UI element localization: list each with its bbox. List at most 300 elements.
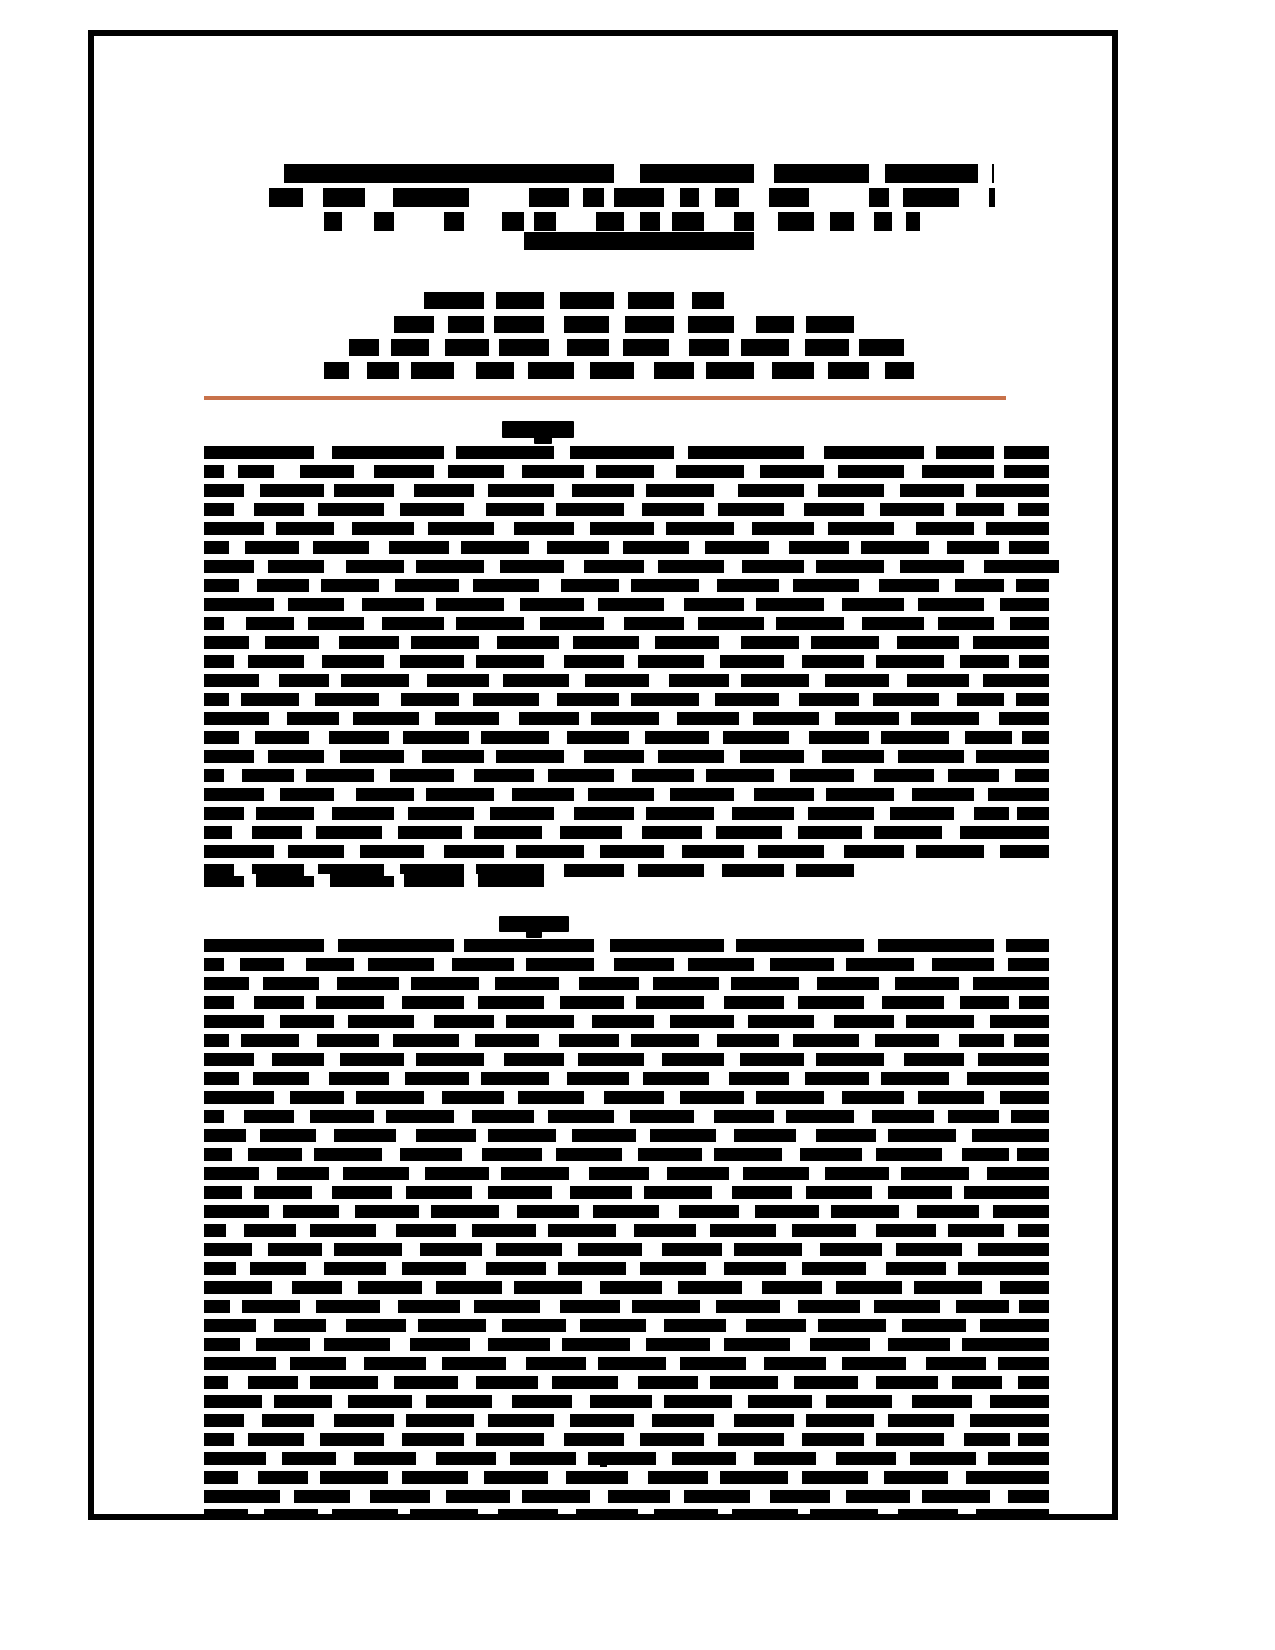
redaction-gap (624, 501, 642, 518)
body-line (204, 826, 1049, 839)
redaction-gap (529, 539, 547, 556)
redaction-gap (674, 956, 688, 973)
redaction-gap (464, 653, 476, 670)
redaction-gap (504, 843, 516, 860)
body-line (204, 617, 1049, 630)
redaction-gap (849, 539, 861, 556)
redaction-gap (744, 1089, 756, 1106)
redaction-gap (559, 634, 573, 651)
redaction-gap (546, 1260, 558, 1277)
redaction-gap (924, 615, 938, 632)
redaction-gap (236, 1260, 250, 1277)
redaction-gap (869, 729, 881, 746)
redaction-gap (422, 1279, 436, 1296)
redaction-gap (716, 1127, 734, 1144)
redaction-gap (430, 1488, 446, 1505)
redaction-gap (619, 1032, 631, 1049)
redaction-gap (434, 463, 448, 480)
title-line-1 (284, 164, 994, 183)
redaction-gap (380, 1298, 398, 1315)
redaction-gap (934, 1108, 948, 1125)
redaction-gap (549, 337, 567, 358)
redaction-gap (884, 558, 900, 575)
subtitle-line-4 (324, 362, 914, 379)
body-line (204, 1243, 1049, 1256)
redaction-gap (552, 1184, 570, 1201)
redaction-gap (894, 1013, 906, 1030)
redaction-gap (974, 1013, 990, 1030)
redaction-gap (802, 1241, 820, 1258)
redaction-gap (584, 843, 600, 860)
redaction-gap (534, 767, 548, 784)
body-line (204, 1414, 1049, 1427)
redaction-gap (902, 1279, 914, 1296)
redaction-gap (778, 1374, 794, 1391)
redaction-gap (249, 634, 265, 651)
redaction-gap (284, 956, 306, 973)
redaction-gap (734, 1013, 748, 1030)
body-line (204, 1167, 1049, 1180)
redaction-gap (574, 520, 590, 537)
redaction-gap (539, 577, 561, 594)
redaction-gap (614, 290, 628, 311)
redaction-gap (379, 577, 395, 594)
redaction-gap (700, 1298, 716, 1315)
redaction-gap (654, 1013, 670, 1030)
redaction-gap (444, 615, 456, 632)
redaction-gap (449, 539, 461, 556)
redaction-gap (624, 1431, 640, 1448)
redaction-gap (878, 1507, 898, 1520)
redaction-gap (454, 360, 476, 381)
body-line (204, 598, 1049, 611)
redaction-gap (792, 1184, 806, 1201)
redaction-gap (732, 1393, 748, 1410)
redaction-gap (694, 767, 706, 784)
redaction-gap (228, 1374, 248, 1391)
redaction-gap (239, 729, 255, 746)
redaction-gap (654, 463, 676, 480)
redaction-gap (566, 1317, 580, 1334)
redaction-gap (299, 1032, 317, 1049)
redaction-gap (274, 463, 300, 480)
body-line (204, 1319, 1049, 1332)
redaction-gap (704, 994, 724, 1011)
redaction-gap (774, 767, 790, 784)
redaction-gap (299, 539, 313, 556)
redaction-gap (574, 360, 590, 381)
redaction-gap (940, 1298, 956, 1315)
redaction-gap (454, 937, 464, 954)
redaction-gap (704, 210, 734, 233)
redaction-gap (950, 1336, 962, 1353)
redaction-gap (419, 710, 435, 727)
redaction-gap (662, 1279, 678, 1296)
redaction-gap (434, 314, 448, 335)
redaction-gap (554, 482, 572, 499)
redaction-gap (644, 558, 658, 575)
redaction-gap (564, 558, 584, 575)
redaction-gap (804, 558, 816, 575)
redaction-gap (318, 1507, 332, 1520)
redaction-gap (254, 1051, 272, 1068)
redaction-gap (734, 314, 756, 335)
redaction-gap (462, 824, 474, 841)
redaction-gap (276, 1355, 290, 1372)
redaction-gap (470, 1336, 488, 1353)
redaction-gap (386, 1260, 402, 1277)
redaction-gap (378, 1374, 394, 1391)
redaction-gap (984, 596, 1000, 613)
redaction-gap (904, 843, 916, 860)
redaction-gap (334, 1013, 348, 1030)
redaction-gap (414, 520, 428, 537)
redaction-gap (942, 1146, 962, 1163)
redaction-gap (696, 1222, 710, 1239)
redaction-gap (394, 805, 408, 822)
redaction-gap (459, 577, 473, 594)
redaction-gap (319, 975, 337, 992)
redaction-gap (326, 1317, 346, 1334)
redaction-gap (319, 634, 339, 651)
redaction-gap (542, 1146, 556, 1163)
redaction-gap (854, 767, 874, 784)
redaction-gap (554, 444, 570, 461)
redaction-gap (524, 615, 540, 632)
redaction-gap (824, 843, 844, 860)
redaction-gap (710, 1336, 724, 1353)
body-line (204, 693, 1049, 706)
redaction-gap (492, 1393, 512, 1410)
redaction-gap (242, 1184, 254, 1201)
redaction-gap (280, 1488, 294, 1505)
redaction-gap (914, 956, 932, 973)
redaction-gap (379, 337, 391, 358)
redaction-gap (864, 994, 882, 1011)
redaction-gap (784, 653, 802, 670)
redaction-gap (464, 874, 478, 889)
body-line (204, 996, 1049, 1009)
redaction-gap (796, 1127, 816, 1144)
redaction-gap (298, 1374, 310, 1391)
redaction-gap (744, 596, 756, 613)
redaction-gap (322, 1241, 334, 1258)
redaction-gap (644, 748, 658, 765)
redaction-gap (866, 1260, 886, 1277)
redaction-gap (814, 1013, 834, 1030)
redaction-gap (904, 596, 918, 613)
redaction-gap (769, 539, 789, 556)
redaction-gap (1009, 805, 1017, 822)
redaction-gap (248, 1507, 264, 1520)
redaction-gap (584, 596, 598, 613)
redaction-gap (779, 691, 799, 708)
redaction-gap (739, 1203, 755, 1220)
redaction-gap (669, 337, 689, 358)
redaction-gap (782, 824, 798, 841)
redaction-gap (344, 1089, 356, 1106)
redaction-gap (269, 710, 287, 727)
redaction-gap (459, 1032, 475, 1049)
redaction-gap (894, 786, 912, 803)
redaction-gap (624, 653, 638, 670)
redaction-gap (654, 786, 670, 803)
body-line (204, 1490, 1049, 1503)
redaction-gap (819, 1203, 831, 1220)
redaction-gap (814, 520, 828, 537)
redaction-gap (396, 1127, 416, 1144)
redaction-gap (634, 1412, 652, 1429)
redaction-gap (649, 1165, 667, 1182)
redaction-gap (709, 1070, 729, 1087)
redaction-gap (342, 210, 374, 233)
redaction-gap (564, 748, 584, 765)
redaction-gap (259, 1165, 277, 1182)
redaction-gap (780, 1298, 798, 1315)
redaction-gap (622, 1146, 638, 1163)
section-body-2 (204, 939, 1059, 1520)
redaction-gap (849, 337, 859, 358)
redaction-gap (964, 1051, 978, 1068)
redaction-gap (709, 729, 723, 746)
redaction-gap (224, 767, 242, 784)
redaction-gap (324, 482, 334, 499)
redaction-gap (584, 463, 596, 480)
redaction-gap (630, 1336, 646, 1353)
redaction-gap (444, 444, 456, 461)
redaction-gap (924, 444, 936, 461)
redaction-gap (384, 501, 400, 518)
redaction-gap (670, 1488, 684, 1505)
body-line (204, 484, 1049, 497)
redaction-gap (882, 1241, 896, 1258)
redaction-gap (584, 1089, 604, 1106)
redaction-gap (559, 975, 579, 992)
redaction-gap (649, 672, 669, 689)
redaction-gap (884, 748, 898, 765)
redaction-gap (824, 1089, 842, 1106)
subtitle-line-3 (349, 339, 904, 356)
body-line (204, 1053, 1049, 1066)
redaction-gap (399, 634, 411, 651)
redaction-gap (310, 1336, 324, 1353)
redaction-gap (949, 729, 965, 746)
redaction-gap (409, 672, 427, 689)
redaction-gap (324, 748, 340, 765)
redaction-gap (230, 1298, 242, 1315)
redaction-gap (264, 786, 280, 803)
redaction-gap (478, 1507, 498, 1520)
section-heading-1-tail (534, 432, 552, 444)
redaction-gap (949, 1070, 967, 1087)
redaction-gap (804, 1051, 816, 1068)
redaction-gap (946, 1260, 958, 1277)
redaction-gap (404, 748, 422, 765)
redaction-gap (239, 577, 257, 594)
redaction-gap (502, 1279, 514, 1296)
redaction-gap (494, 520, 514, 537)
redaction-gap (484, 314, 494, 335)
redaction-gap (296, 1222, 310, 1239)
redaction-gap (629, 1070, 643, 1087)
redaction-gap (934, 767, 948, 784)
redaction-gap (859, 691, 873, 708)
redaction-gap (342, 1279, 358, 1296)
redaction-gap (394, 210, 444, 233)
redaction-gap (424, 596, 436, 613)
redaction-gap (614, 162, 640, 185)
body-line (204, 1091, 1049, 1104)
redaction-gap (702, 1146, 714, 1163)
redaction-gap (484, 1051, 504, 1068)
redaction-gap (564, 1051, 578, 1068)
redaction-gap (794, 314, 806, 335)
redaction-gap (409, 1165, 425, 1182)
redaction-gap (229, 1032, 241, 1049)
redaction-gap (744, 843, 758, 860)
redaction-gap (999, 539, 1009, 556)
redaction-gap (892, 1393, 912, 1410)
body-line (204, 1224, 1049, 1237)
redaction-gap (712, 1184, 732, 1201)
redaction-gap (972, 1393, 990, 1410)
redaction-gap (424, 1089, 442, 1106)
redaction-gap (614, 1108, 630, 1125)
redaction-gap (944, 994, 960, 1011)
redaction-gap (374, 767, 390, 784)
redaction-gap (664, 843, 682, 860)
redaction-gap (556, 1127, 572, 1144)
redaction-gap (774, 1108, 786, 1125)
redaction-gap (869, 360, 885, 381)
redaction-gap (309, 729, 329, 746)
redaction-gap (889, 1165, 901, 1182)
redaction-gap (974, 786, 988, 803)
redaction-gap (259, 672, 279, 689)
redaction-gap (252, 1241, 268, 1258)
body-line (204, 503, 1049, 516)
redaction-gap (309, 577, 321, 594)
redaction-gap (664, 596, 684, 613)
redaction-gap (754, 360, 772, 381)
redaction-gap (798, 1507, 810, 1520)
redaction-gap (789, 337, 805, 358)
redaction-gap (659, 710, 677, 727)
redaction-gap (314, 1412, 334, 1429)
redaction-gap (472, 1184, 488, 1201)
redaction-gap (579, 1203, 593, 1220)
redaction-gap (1009, 653, 1019, 670)
redaction-gap (634, 360, 654, 381)
redaction-gap (434, 956, 452, 973)
redaction-gap (862, 824, 874, 841)
redaction-gap (240, 1336, 256, 1353)
redaction-gap (272, 1279, 292, 1296)
redaction-gap (224, 1108, 244, 1125)
redaction-gap (646, 1317, 664, 1334)
body-line (204, 807, 1049, 820)
redaction-gap (354, 463, 374, 480)
redaction-gap (384, 1431, 402, 1448)
redaction-gap (864, 1431, 876, 1448)
body-line (204, 1262, 1049, 1275)
redaction-gap (804, 748, 822, 765)
redaction-gap (314, 874, 330, 889)
redaction-gap (734, 786, 754, 803)
redaction-gap (979, 710, 999, 727)
redaction-gap (694, 1108, 714, 1125)
redaction-gap (332, 1393, 348, 1410)
redaction-gap (569, 672, 585, 689)
redaction-gap (324, 1051, 340, 1068)
body-line (204, 769, 1049, 782)
redaction-gap (350, 1488, 370, 1505)
redaction-gap (620, 1298, 632, 1315)
redaction-gap (239, 1070, 253, 1087)
redaction-gap (232, 1146, 248, 1163)
redaction-gap (382, 1146, 400, 1163)
redaction-gap (569, 1165, 589, 1182)
redaction-gap (229, 691, 241, 708)
redaction-gap (536, 1222, 548, 1239)
redaction-gap (739, 710, 753, 727)
redaction-gap (892, 210, 906, 233)
redaction-gap (724, 558, 742, 575)
redaction-gap (629, 729, 645, 746)
redaction-gap (734, 520, 752, 537)
redaction-gap (779, 577, 793, 594)
redaction-gap (234, 653, 248, 670)
redaction-gap (884, 482, 900, 499)
redaction-gap (654, 520, 666, 537)
redaction-gap (844, 615, 862, 632)
redaction-gap (899, 1203, 917, 1220)
redaction-gap (824, 596, 842, 613)
body-line (204, 1034, 1049, 1047)
redaction-gap (339, 1203, 355, 1220)
redaction-gap (412, 1393, 426, 1410)
redaction-gap (246, 1127, 260, 1144)
redaction-gap (369, 539, 389, 556)
redaction-gap (699, 691, 715, 708)
title-line-2 (269, 188, 995, 207)
redaction-gap (329, 1165, 343, 1182)
redaction-gap (1004, 691, 1016, 708)
redaction-gap (744, 463, 760, 480)
redaction-gap (504, 596, 520, 613)
redaction-gap (394, 482, 414, 499)
redaction-gap (1009, 1146, 1017, 1163)
redaction-gap (660, 210, 672, 233)
redaction-gap (459, 691, 473, 708)
redaction-gap (638, 1507, 654, 1520)
redaction-gap (789, 729, 809, 746)
redaction-gap (249, 975, 263, 992)
redaction-gap (379, 1032, 393, 1049)
redaction-gap (299, 691, 315, 708)
redaction-gap (484, 290, 496, 311)
redaction-gap (540, 1298, 560, 1315)
redaction-gap (344, 596, 362, 613)
redaction-gap (469, 1070, 481, 1087)
redaction-gap (374, 1108, 386, 1125)
redaction-gap (936, 1222, 948, 1239)
redaction-gap (294, 615, 308, 632)
redaction-gap (959, 634, 973, 651)
redaction-gap (859, 577, 879, 594)
redaction-gap (558, 1507, 576, 1520)
redaction-gap (324, 937, 338, 954)
